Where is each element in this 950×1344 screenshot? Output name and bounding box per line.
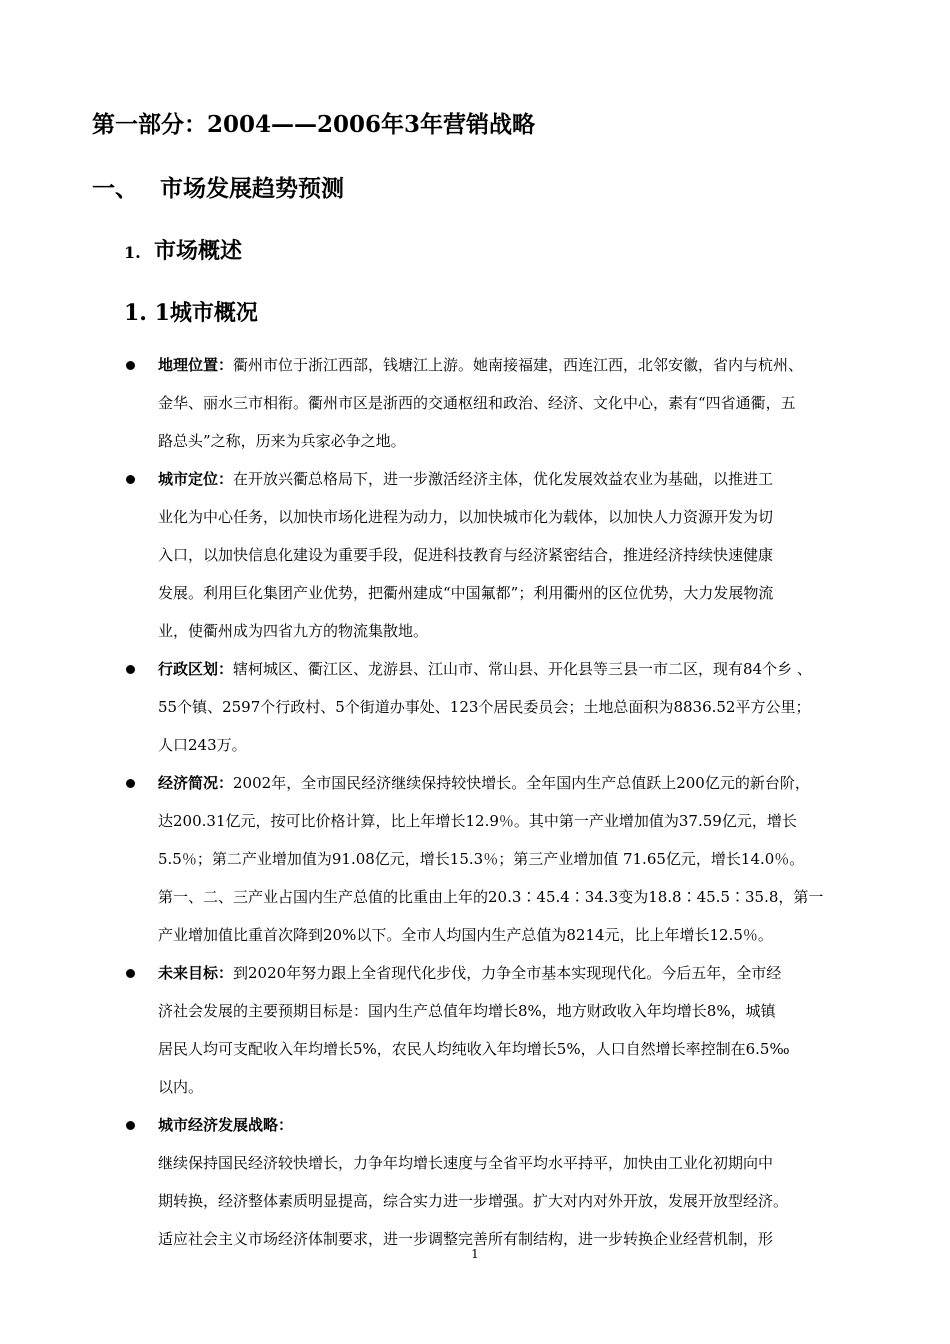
item-term: 经济简况： [158, 774, 234, 792]
text-line: 行政区划：辖柯城区、衢江区、龙游县、江山市、常山县、开化县等三县一市二区，现有84个乡 、 [158, 660, 812, 678]
item-term: 城市经济发展战略： [158, 1116, 294, 1134]
text-line [158, 1106, 872, 1144]
text-line: 入口，以加快信息化建设为重要手段，促进科技教育与经济紧密结合，推进经济持续快速健康 [158, 546, 774, 564]
text-line: 路总头”之称，历来为兵家必争之地。 [158, 432, 406, 450]
text-line: 业，使衢州成为四省九方的物流集散地。 [158, 622, 429, 640]
bullet-icon [126, 1121, 135, 1130]
list-item-geography [124, 346, 872, 460]
text-line: 经济简况：2002年，全市国民经济继续保持较快增长。全年国内生产总值跃上200亿元的新台阶， [158, 774, 810, 792]
list-item-economy [124, 764, 872, 954]
text-line: 业化为中心任务，以加快市场化进程为动力，以加快城市化为载体，以加快人力资源开发为切 [158, 508, 774, 526]
bullet-icon [126, 779, 135, 788]
text-line: 继续保持国民经济较快增长，力争年均增长速度与全省平均水平持平，加快由工业化初期向中 [158, 1154, 774, 1172]
text-line: 人口243万。 [158, 736, 247, 754]
text-line: 以内。 [158, 1078, 204, 1096]
list-item-goals [124, 954, 872, 1106]
section-title: 市场发展趋势预测 [160, 175, 344, 202]
item-term: 未来目标： [158, 964, 234, 982]
text-line: 适应社会主义市场经济体制要求，进一步调整完善所有制结构，进一步转换企业经营机制，形 [158, 1230, 774, 1248]
subsection-number: 1. [124, 243, 141, 262]
list-item-positioning [124, 460, 872, 650]
text-line: 发展。利用巨化集团产业优势，把衢州建成“中国氟都”；利用衢州的区位优势，大力发展物流 [158, 584, 774, 602]
list-item-strategy [124, 1106, 872, 1258]
bullet-icon [126, 475, 135, 484]
item-term: 城市定位： [158, 470, 234, 488]
page-number: 1 [471, 1247, 479, 1261]
bullet-icon [126, 665, 135, 674]
subsubsection-heading: 1. 1城市概况 [124, 300, 258, 326]
bullet-icon [126, 969, 135, 978]
text-line: 城市定位：在开放兴衢总格局下，进一步激活经济主体，优化发展效益农业为基础，以推进工 [158, 470, 774, 488]
text-line: 居民人均可支配收入年均增长5%，农民人均纯收入年均增长5%，人口自然增长率控制在6.5‰ [158, 1040, 790, 1058]
text-line: 5.5％；第二产业增加值为91.08亿元，增长15.3％；第三产业增加值 71.65亿元，增长14.0％。 [158, 850, 805, 868]
part-heading: 第一部分：2004——2006年3年营销战略 [92, 111, 536, 138]
text-line: 未来目标：到2020年努力跟上全省现代化步伐，力争全市基本实现现代化。今后五年，全市经 [158, 964, 782, 982]
section-number: 一、 [92, 175, 138, 202]
bullet-list [124, 346, 872, 1258]
subsection-heading [124, 234, 242, 265]
list-item-administrative [124, 650, 872, 764]
text-line: 济社会发展的主要预期目标是：国内生产总值年均增长8%，地方财政收入年均增长8%，城镇 [158, 1002, 776, 1020]
text-line: 产业增加值比重首次降到20%以下。全市人均国内生产总值为8214元，比上年增长12.5％。 [158, 926, 773, 944]
text-line: 第一、二、三产业占国内生产总值的比重由上年的20.3∶45.4∶34.3变为18.8∶45.5∶35.8，第一 [158, 888, 824, 906]
text-line: 期转换，经济整体素质明显提高，综合实力进一步增强。扩大对内对外开放，发展开放型经济。 [158, 1192, 789, 1210]
text-line: 达200.31亿元，按可比价格计算，比上年增长12.9％。其中第一产业增加值为37.59亿元，增长 [158, 812, 797, 830]
text-line: 地理位置：衢州市位于浙江西部，钱塘江上游。她南接福建，西连江西，北邻安徽，省内与杭州、 [158, 356, 804, 374]
item-term: 地理位置： [158, 356, 234, 374]
item-term: 行政区划： [158, 660, 234, 678]
section-heading [92, 170, 344, 203]
text-line: 55个镇、2597个行政村、5个街道办事处、123个居民委员会；土地总面积为8836.52平方公里； [158, 698, 811, 716]
text-line: 金华、丽水三市相衔。衢州市区是浙西的交通枢纽和政治、经济、文化中心，素有“四省通衢，五 [158, 394, 796, 412]
subsection-title: 市场概述 [154, 238, 243, 264]
bullet-icon [126, 361, 135, 370]
